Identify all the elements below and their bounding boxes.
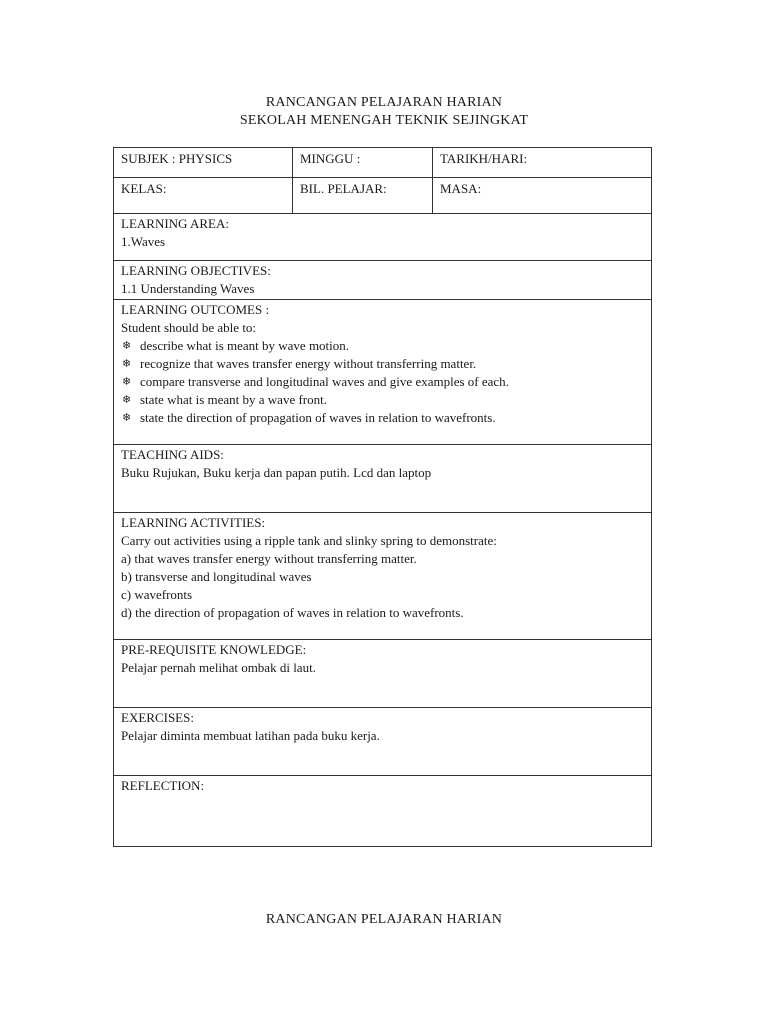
learning-area-content: 1.Waves [121,234,166,249]
bullet-icon: ❄ [122,394,132,406]
learning-outcomes-list [121,337,644,427]
learning-area-row [114,214,652,261]
school-name: SEKOLAH MENENGAH TEKNIK SEJINGKAT [239,113,529,128]
learning-objectives-heading: LEARNING OBJECTIVES: [121,263,271,278]
activity-line: a) that waves transfer energy without transferring matter. [121,551,417,566]
exercises-content: Pelajar diminta membuat latihan pada buku kerja. [121,728,380,743]
reflection-heading: REFLECTION: [121,778,205,793]
activity-line: c) wavefronts [121,587,193,602]
learning-area-cell [114,214,652,261]
list-item: ❄ state what is meant by a wave front. [122,392,327,407]
bullet-icon: ❄ [122,358,132,370]
week-cell: MINGGU : [293,148,433,178]
exercises-heading: EXERCISES: [121,710,194,725]
bullet-icon: ❄ [122,412,132,424]
list-item: ❄ recognize that waves transfer energy without transferring matter. [122,356,477,371]
activity-line: Carry out activities using a ripple tank and slinky spring to demonstrate: [121,533,497,548]
prerequisite-row [114,640,652,708]
learning-outcomes-row [114,300,652,445]
learning-outcomes-intro: Student should be able to: [121,320,257,335]
reflection-row [114,776,652,847]
next-page-title: RANCANGAN PELAJARAN HARIAN [265,912,503,927]
document-title: RANCANGAN PELAJARAN HARIAN [265,95,503,110]
bullet-icon: ❄ [122,340,132,352]
time-cell: MASA: [433,178,652,214]
learning-objectives-cell [114,261,652,300]
learning-activities-row [114,513,652,640]
lesson-plan-table [113,147,652,847]
exercises-row [114,708,652,776]
activity-line: b) transverse and longitudinal waves [121,569,312,584]
teaching-aids-heading: TEACHING AIDS: [121,447,224,462]
exercises-cell [114,708,652,776]
list-item: ❄ state the direction of propagation of waves in relation to wavefronts. [122,410,496,425]
learning-outcomes-heading: LEARNING OUTCOMES : [121,302,270,317]
learning-objectives-row [114,261,652,300]
learning-area-heading: LEARNING AREA: [121,216,229,231]
list-item: ❄ describe what is meant by wave motion. [122,338,350,353]
info-row-2 [114,178,652,214]
prerequisite-content: Pelajar pernah melihat ombak di laut. [121,660,316,675]
bullet-icon: ❄ [122,376,132,388]
subject-cell: SUBJEK : PHYSICS [114,148,293,178]
info-row-1 [114,148,652,178]
learning-activities-cell [114,513,652,640]
learning-objectives-content: 1.1 Understanding Waves [121,281,255,296]
prerequisite-heading: PRE-REQUISITE KNOWLEDGE: [121,642,307,657]
reflection-cell [114,776,652,847]
teaching-aids-cell [114,445,652,513]
activity-line: d) the direction of propagation of waves in relation to wavefronts. [121,605,464,620]
class-cell: KELAS: [114,178,293,214]
learning-activities-heading: LEARNING ACTIVITIES: [121,515,266,530]
num-students-cell: BIL. PELAJAR: [293,178,433,214]
learning-outcomes-cell [114,300,652,445]
list-item: ❄ compare transverse and longitudinal waves and give examples of each. [122,374,509,389]
teaching-aids-row [114,445,652,513]
date-day-cell: TARIKH/HARI: [433,148,652,178]
teaching-aids-content: Buku Rujukan, Buku kerja dan papan putih. Lcd dan laptop [121,465,432,480]
prerequisite-cell [114,640,652,708]
